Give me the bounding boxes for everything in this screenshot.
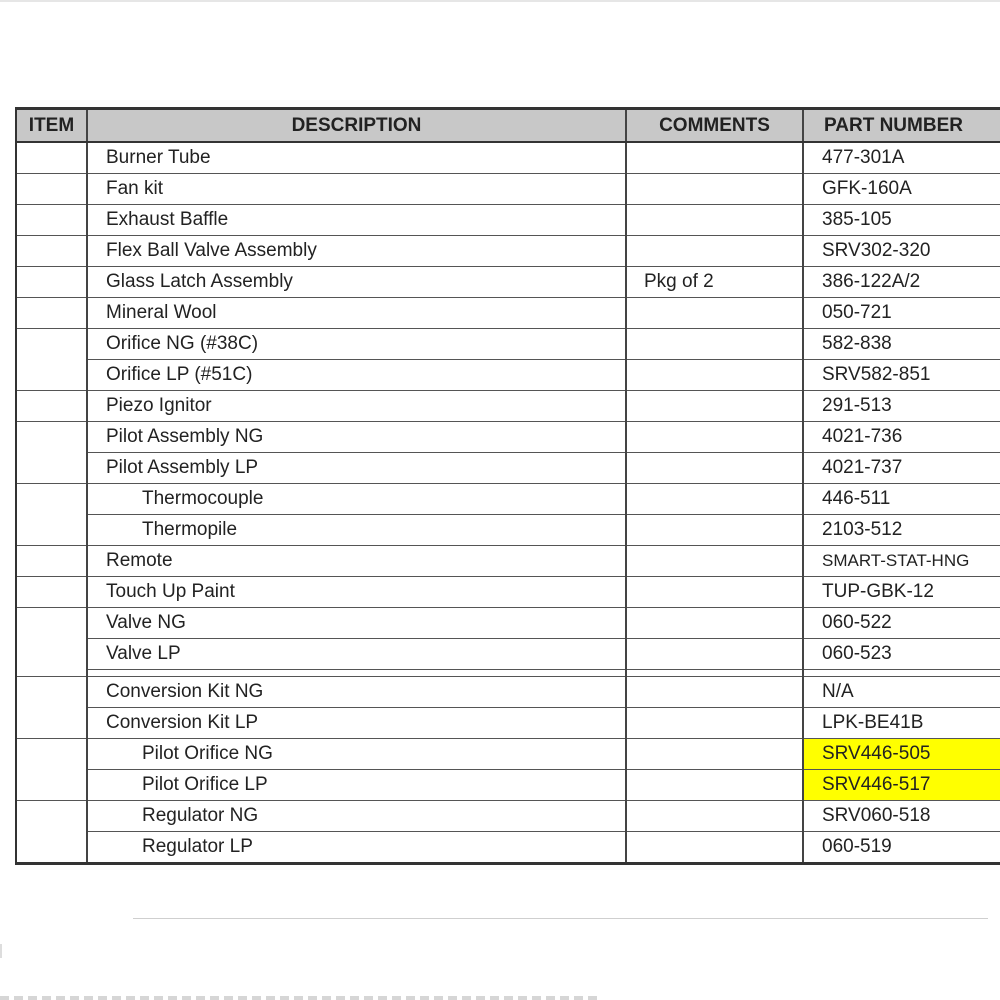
table-row	[16, 739, 1000, 770]
description-cell: Mineral Wool	[87, 298, 626, 329]
part-number-cell: 386-122A/2	[803, 267, 1000, 298]
part-number-cell: 2103-512	[803, 515, 1000, 546]
item-cell	[16, 298, 87, 329]
comments-cell	[626, 515, 803, 546]
comments-cell	[626, 739, 803, 770]
spacer-cell	[87, 670, 626, 677]
part-number-cell: 060-522	[803, 608, 1000, 639]
table-row	[16, 422, 1000, 453]
comments-cell	[626, 708, 803, 739]
part-number-cell: 446-511	[803, 484, 1000, 515]
part-number-cell: 060-519	[822, 836, 892, 857]
header-item: ITEM	[16, 109, 87, 143]
table-row	[16, 832, 1000, 864]
item-cell	[16, 832, 87, 864]
item-cell	[16, 708, 87, 739]
table-row	[16, 770, 1000, 801]
description-cell: Orifice NG (#38C)	[87, 329, 626, 360]
item-cell	[16, 453, 87, 484]
item-cell	[16, 515, 87, 546]
table-row	[16, 142, 1000, 174]
table-row	[16, 515, 1000, 546]
description-cell: Fan kit	[87, 174, 626, 205]
description-cell: Piezo Ignitor	[87, 391, 626, 422]
item-cell	[16, 639, 87, 670]
table-row	[16, 677, 1000, 708]
footer-divider	[133, 918, 988, 919]
comments-cell	[626, 801, 803, 832]
item-cell	[16, 577, 87, 608]
description-cell: Pilot Assembly NG	[87, 422, 626, 453]
part-number-cell-highlighted: SRV446-505	[803, 739, 1000, 770]
part-number-cell: TUP-GBK-12	[803, 577, 1000, 608]
spacer-row	[16, 670, 1000, 677]
description-cell: Regulator LP	[87, 832, 626, 864]
table-row	[16, 801, 1000, 832]
parts-table	[15, 107, 1000, 865]
description-cell: Exhaust Baffle	[87, 205, 626, 236]
description-cell: Remote	[87, 546, 626, 577]
header-row	[16, 109, 1000, 143]
item-cell	[16, 801, 87, 832]
item-cell	[16, 677, 87, 708]
item-cell	[16, 236, 87, 267]
part-number-cell: SRV582-851	[803, 360, 1000, 391]
item-cell	[16, 546, 87, 577]
table-row	[16, 174, 1000, 205]
item-cell	[16, 267, 87, 298]
description-cell: Flex Ball Valve Assembly	[87, 236, 626, 267]
item-cell	[16, 608, 87, 639]
comments-cell	[626, 391, 803, 422]
item-cell	[16, 770, 87, 801]
comments-cell	[626, 142, 803, 174]
cropped-footer-text	[0, 996, 600, 1000]
top-edge	[0, 0, 1000, 2]
comments-cell	[626, 577, 803, 608]
description-cell: Conversion Kit LP	[87, 708, 626, 739]
part-number-cell: SRV302-320	[803, 236, 1000, 267]
table-row	[16, 360, 1000, 391]
description-cell: Valve LP	[87, 639, 626, 670]
comments-cell	[626, 329, 803, 360]
header-part-number: PART NUMBER	[803, 109, 1000, 143]
comments-cell	[626, 770, 803, 801]
item-cell	[16, 329, 87, 360]
item-cell	[16, 142, 87, 174]
item-cell	[16, 484, 87, 515]
part-number-cell: SRV060-518	[803, 801, 1000, 832]
table-row	[16, 205, 1000, 236]
description-cell: Regulator NG	[87, 801, 626, 832]
part-number-cell: N/A	[803, 677, 1000, 708]
item-cell	[16, 391, 87, 422]
comments-cell: Pkg of 2	[626, 267, 803, 298]
description-cell: Pilot Assembly LP	[87, 453, 626, 484]
item-cell	[16, 205, 87, 236]
table-row	[16, 298, 1000, 329]
item-cell	[16, 174, 87, 205]
table-row	[16, 708, 1000, 739]
description-cell: Glass Latch Assembly	[87, 267, 626, 298]
description-cell: Pilot Orifice LP	[87, 770, 626, 801]
comments-cell	[626, 422, 803, 453]
part-number-cell: 050-721	[803, 298, 1000, 329]
table-row	[16, 546, 1000, 577]
header-description: DESCRIPTION	[87, 109, 626, 143]
part-number-cell: 4021-736	[803, 422, 1000, 453]
table-row	[16, 608, 1000, 639]
description-cell: Orifice LP (#51C)	[87, 360, 626, 391]
part-number-cell: 385-105	[803, 205, 1000, 236]
header-comments: COMMENTS	[626, 109, 803, 143]
comments-cell	[626, 453, 803, 484]
comments-cell	[626, 639, 803, 670]
spacer-cell	[803, 670, 1000, 677]
part-number-cell: 291-513	[803, 391, 1000, 422]
comments-cell	[626, 608, 803, 639]
part-number-cell: 582-838	[803, 329, 1000, 360]
page-edge-mark	[0, 944, 2, 958]
description-cell: Valve NG	[87, 608, 626, 639]
description-cell: Pilot Orifice NG	[87, 739, 626, 770]
table-row	[16, 639, 1000, 670]
table-row	[16, 236, 1000, 267]
item-cell	[16, 739, 87, 770]
table-row	[16, 267, 1000, 298]
table-row	[16, 577, 1000, 608]
comments-cell	[626, 546, 803, 577]
description-cell: Thermopile	[87, 515, 626, 546]
item-cell	[16, 422, 87, 453]
table-row	[16, 484, 1000, 515]
description-cell: Conversion Kit NG	[87, 677, 626, 708]
comments-cell	[626, 205, 803, 236]
part-number-cell-highlighted: SRV446-517	[803, 770, 1000, 801]
spacer-cell	[626, 670, 803, 677]
part-number-cell: 060-523	[803, 639, 1000, 670]
comments-cell	[626, 360, 803, 391]
comments-cell	[626, 484, 803, 515]
part-number-cell: SMART-STAT-HNG	[803, 546, 1000, 577]
item-cell	[16, 670, 87, 677]
table-row	[16, 391, 1000, 422]
comments-cell	[626, 298, 803, 329]
part-number-cell: 4021-737	[803, 453, 1000, 484]
table-row	[16, 453, 1000, 484]
part-number-cell: GFK-160A	[803, 174, 1000, 205]
comments-cell	[626, 832, 803, 864]
item-cell	[16, 360, 87, 391]
part-number-cell: LPK-BE41B	[803, 708, 1000, 739]
comments-cell	[626, 677, 803, 708]
part-number-cell: 477-301A	[803, 142, 1000, 174]
description-cell: Touch Up Paint	[87, 577, 626, 608]
table-row	[16, 329, 1000, 360]
description-cell: Burner Tube	[87, 142, 626, 174]
description-cell: Thermocouple	[87, 484, 626, 515]
comments-cell	[626, 236, 803, 267]
comments-cell	[626, 174, 803, 205]
